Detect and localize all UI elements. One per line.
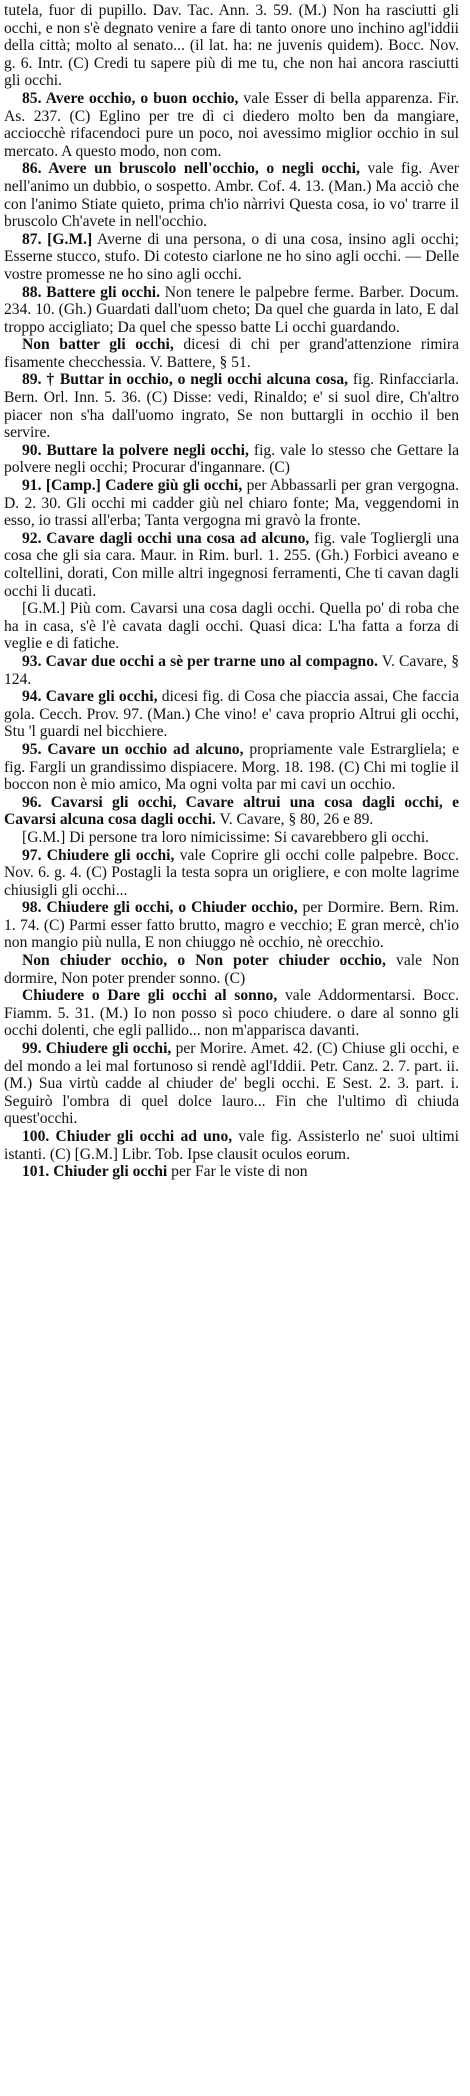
entry-text: dicesi fig. di Cosa che piaccia assai, Che faccia gola. Cecch. Prov. 97. (Man.) Che vino! e' cava proprio Altrui gli occhi, Stu 'l guardi nel bicchiere. bbox=[4, 688, 460, 741]
entry-text: vale Addormentarsi. Bocc. Fiamm. 5. 31. (M.) Io non posso sì poco chiudere. o dare al sonno gli occhi dolenti, che egli pallido... non m'apparisca davanti. bbox=[4, 987, 459, 1040]
entry-headword: Non batter gli occhi, bbox=[22, 336, 174, 354]
entry-headword: 87. [G.M.] bbox=[22, 230, 93, 248]
entry-headword: 94. Cavare gli occhi, bbox=[22, 688, 158, 706]
entry-headword: 91. [Camp.] Cadere giù gli occhi, bbox=[22, 477, 243, 495]
entry-text: per Dormire. Bern. Rim. 1. 74. (C) Parmi esser fatto brutto, magro e vecchio; E gran mercè, ch'io non mangio più nulla, E non chiuggo nè occhio, nè orecchio. bbox=[4, 899, 459, 952]
entry-headword: 99. Chiudere gli occhi, bbox=[22, 1040, 172, 1058]
entry-headword: 95. Cavare un occhio ad alcuno, bbox=[22, 740, 244, 758]
entry-92-sub bbox=[4, 600, 459, 653]
entry-headword: 89. † Buttar in occhio, o negli occhi alcuna cosa, bbox=[22, 371, 349, 389]
entry-98-sub bbox=[4, 952, 459, 987]
entry-95 bbox=[4, 741, 459, 794]
entry-101 bbox=[4, 1163, 459, 1181]
entry-96-sub bbox=[4, 829, 459, 847]
entry-headword: 86. Avere un bruscolo nell'occhio, o negli occhi, bbox=[22, 160, 360, 178]
entry-text: propriamente vale Estrargliela; e fig. Fargli un grandissimo dispiacere. Morg. 18. 198. (C) Chi mi toglie il boccon non è mio amico, Ma ogni volta par mi cavi un occhio. bbox=[4, 740, 459, 794]
entry-88-sub bbox=[4, 336, 459, 371]
entry-text: [G.M.] Più com. Cavarsi una cosa dagli occhi. Quella po' di roba che ha in casa, s'è l'è cavata dagli occhi. Quasi dica: L'ha fatta a forza di veglie e di fatiche. bbox=[4, 600, 459, 653]
entry-text: fig. vale Togliergli una cosa che gli sia cara. Maur. in Rim. burl. 1. 255. (Gh.) Forbici aveano e coltellini, dorati, Con mille altri ingegnosi ferramenti, Che ti cavan dagli occhi li ducati. bbox=[4, 529, 460, 600]
entry-91 bbox=[4, 477, 459, 530]
entry-96 bbox=[4, 794, 459, 829]
entry-92 bbox=[4, 530, 459, 600]
entry-headword: 100. Chiuder gli occhi ad uno, bbox=[22, 1128, 233, 1145]
entry-90 bbox=[4, 442, 459, 477]
entry-86 bbox=[4, 160, 459, 230]
entry-text: vale Coprire gli occhi colle palpebre. Bocc. Nov. 6. g. 4. (C) Postagli la testa sopra un origliere, e con molte lagrime chiusigli gli occhi... bbox=[4, 846, 459, 899]
entry-text: per Far le viste di non bbox=[167, 1163, 308, 1181]
entry-text: tutela, fuor di pupillo. Dav. Tac. Ann. 3. 59. (M.) Non ha rasciutti gli occhi, e non s'è degnato venire a fare di tanto onore uno inchino agl'iddii della città; molto al senato... (il lat. ha: ne juvenis quidem). Bocc. Nov. g. 6. Intr. (C) Credi tu sapere più di me tu, che non hai ancora rasciutti gli occhi. bbox=[4, 2, 459, 90]
entry-94 bbox=[4, 688, 459, 741]
entry-headword: 98. Chiudere gli occhi, o Chiuder occhio, bbox=[22, 899, 298, 917]
entry-text: fig. Rinfacciarla. Bern. Orl. Inn. 5. 36. (C) Disse: vedi, Rinaldo; e' si suol dire, Ch'altro piacer non s'ha dall'uomo ingrato, Se non buttargli in occhio il ben servire. bbox=[4, 371, 459, 442]
entry-text: fig. vale lo stesso che Gettare la polvere negli occhi; Procurar d'ingannare. (C) bbox=[4, 441, 459, 477]
dictionary-column bbox=[4, 2, 459, 1181]
entry-text: dicesi di chi per grand'attenzione rimira fisamente checchessia. V. Battere, § 51. bbox=[4, 336, 459, 371]
entry-headword: 96. Cavarsi gli occhi, Cavare altrui una cosa dagli occhi, e Cavarsi alcuna cosa dagli occhi. bbox=[4, 793, 459, 829]
entry-100 bbox=[4, 1128, 459, 1163]
entry-98-sub2 bbox=[4, 987, 459, 1040]
entry-88 bbox=[4, 284, 459, 337]
entry-97 bbox=[4, 847, 459, 900]
entry-text: V. Cavare, § 124. bbox=[4, 652, 459, 688]
entry-text: Averne di una persona, o di una cosa, insino agli occhi; Esserne stucco, stufo. Di cotesto ciarlone ne ho sino agli occhi. — Delle vostre promesse ne ho sino agli occhi. bbox=[4, 230, 459, 283]
entry-text: vale fig. Assisterlo ne' suoi ultimi istanti. (C) [G.M.] Libr. Tob. Ipse clausit oculos eorum. bbox=[4, 1128, 459, 1163]
entry-headword: 97. Chiudere gli occhi, bbox=[22, 846, 175, 864]
entry-text: [G.M.] Di persone tra loro nimicissime: Si cavarebbero gli occhi. bbox=[22, 828, 430, 846]
entry-text: per Morire. Amet. 42. (C) Chiuse gli occhi, e del mondo a lei mal fortunoso si rendè agl'Iddii. Petr. Canz. 2. 7. part. ii. (M.) Sua virtù cadde al chiuder de' begli occhi. E Sest. 2. 3. part. i. Seguirò l'ombra di quel dolce lauro... Fin che l'ultimo dì chiuda quest'occhi. bbox=[4, 1040, 459, 1128]
entry-87 bbox=[4, 231, 459, 284]
entry-text: vale Non dormire, Non poter prender sonno. (C) bbox=[4, 952, 459, 987]
entry-99 bbox=[4, 1040, 459, 1128]
entry-headword: Non chiuder occhio, o Non poter chiuder occhio, bbox=[22, 952, 386, 970]
entry-headword: 88. Battere gli occhi. bbox=[22, 283, 160, 301]
entry-text: vale fig. Aver nell'animo un dubbio, o sospetto. Ambr. Cof. 4. 13. (Man.) Ma acciò che con l'animo Stiate quieto, prima ch'io nàrrivi Questa cosa, io vo' trarre il bruscolo Ch'avete in nell'occhio. bbox=[4, 160, 460, 231]
entry-85 bbox=[4, 90, 459, 160]
entry-text: V. Cavare, § 80, 26 e 89. bbox=[215, 811, 374, 829]
entry-89 bbox=[4, 371, 459, 441]
entry-headword: 85. Avere occhio, o buon occhio, bbox=[22, 89, 239, 107]
entry-93 bbox=[4, 653, 459, 688]
entry-text: per Abbassarli per gran vergogna. D. 2. 30. Gli occhi mi cadder giù nel chiaro fonte; Ma, veggendomi in esso, io trassi all'erba; Tanta vergogna mi gravò la fronte. bbox=[4, 477, 459, 530]
entry-98 bbox=[4, 899, 459, 952]
entry-headword: 93. Cavar due occhi a sè per trarne uno al compagno. bbox=[22, 652, 378, 670]
entry-text: Non tenere le palpebre ferme. Barber. Docum. 234. 10. (Gh.) Guardati dall'uom cheto; Da quel che guarda in lato, E dal troppo accigliato; Da quel che spesso batte Li occhi guardando. bbox=[4, 283, 460, 336]
entry-headword: 92. Cavare dagli occhi una cosa ad alcuno, bbox=[22, 529, 310, 547]
entry-headword: 90. Buttare la polvere negli occhi, bbox=[22, 441, 249, 459]
entry-text: vale Esser di bella apparenza. Fir. As. 237. (C) Eglino per tre dì ci diedero molto ben da mangiare, acciocchè rifacendoci pure un poco, noi avessimo miglior occhio in sul mercato. A questo modo, non com. bbox=[4, 89, 459, 160]
entry-headword: Chiudere o Dare gli occhi al sonno, bbox=[22, 987, 278, 1005]
entry-continuation bbox=[4, 2, 459, 90]
entry-headword: 101. Chiuder gli occhi bbox=[22, 1163, 168, 1181]
